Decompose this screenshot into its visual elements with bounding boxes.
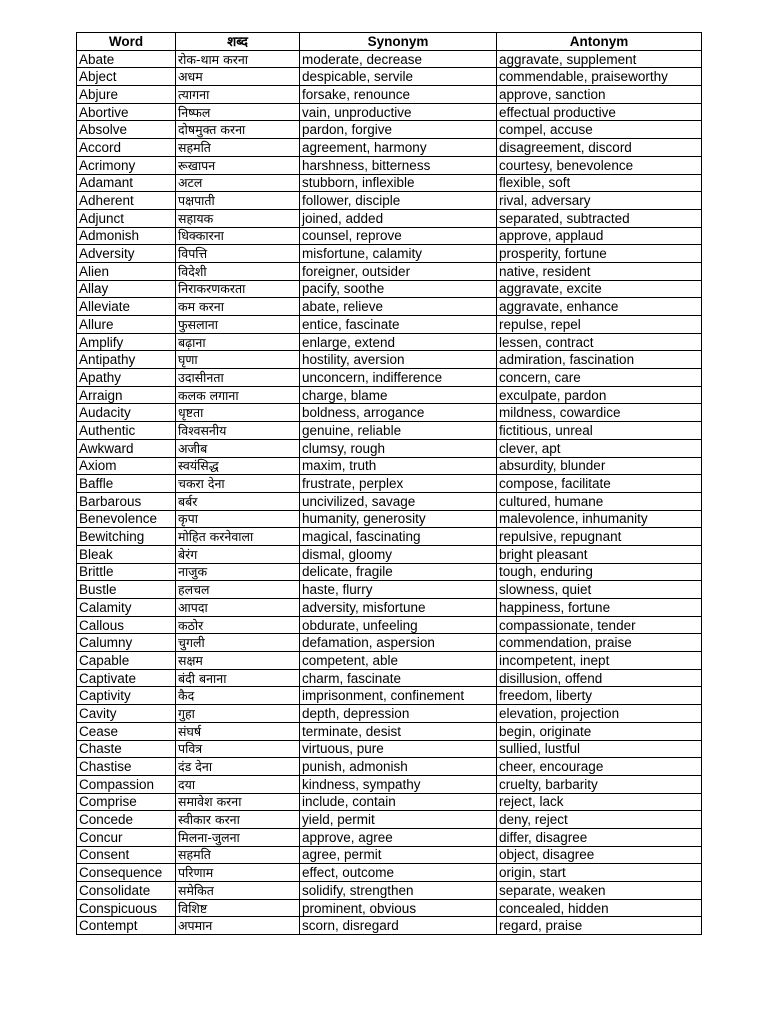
cell-synonym: obdurate, unfeeling xyxy=(300,616,497,634)
cell-synonym: foreigner, outsider xyxy=(300,262,497,280)
cell-word: Contempt xyxy=(77,917,176,935)
table-row xyxy=(77,705,702,723)
table-row xyxy=(77,227,702,245)
cell-hindi: विशिष्ट xyxy=(176,899,300,917)
cell-hindi: धिक्कारना xyxy=(176,227,300,245)
cell-synonym: prominent, obvious xyxy=(300,899,497,917)
cell-synonym: include, contain xyxy=(300,793,497,811)
table-row xyxy=(77,722,702,740)
table-row xyxy=(77,298,702,316)
cell-word: Comprise xyxy=(77,793,176,811)
cell-word: Consent xyxy=(77,846,176,864)
cell-synonym: depth, depression xyxy=(300,705,497,723)
cell-antonym: slowness, quiet xyxy=(497,581,702,599)
table-row xyxy=(77,457,702,475)
cell-antonym: effectual productive xyxy=(497,103,702,121)
cell-antonym: malevolence, inhumanity xyxy=(497,510,702,528)
cell-synonym: humanity, generosity xyxy=(300,510,497,528)
cell-synonym: harshness, bitterness xyxy=(300,156,497,174)
cell-hindi: विश्वसनीय xyxy=(176,422,300,440)
cell-antonym: repulsive, repugnant xyxy=(497,528,702,546)
cell-antonym: deny, reject xyxy=(497,811,702,829)
table-row xyxy=(77,422,702,440)
table-row xyxy=(77,669,702,687)
header-antonym: Antonym xyxy=(497,33,702,51)
cell-word: Callous xyxy=(77,616,176,634)
cell-antonym: absurdity, blunder xyxy=(497,457,702,475)
cell-word: Cease xyxy=(77,722,176,740)
table-row xyxy=(77,581,702,599)
cell-hindi: अजीब xyxy=(176,439,300,457)
cell-word: Concede xyxy=(77,811,176,829)
cell-antonym: cheer, encourage xyxy=(497,758,702,776)
cell-antonym: begin, originate xyxy=(497,722,702,740)
table-row xyxy=(77,439,702,457)
cell-word: Allure xyxy=(77,316,176,334)
cell-antonym: compose, facilitate xyxy=(497,475,702,493)
cell-antonym: clever, apt xyxy=(497,439,702,457)
cell-antonym: lessen, contract xyxy=(497,333,702,351)
cell-antonym: concealed, hidden xyxy=(497,899,702,917)
cell-synonym: punish, admonish xyxy=(300,758,497,776)
table-row xyxy=(77,369,702,387)
cell-antonym: fictitious, unreal xyxy=(497,422,702,440)
cell-hindi: बेरंग xyxy=(176,545,300,563)
cell-hindi: अटल xyxy=(176,174,300,192)
cell-hindi: बर्बर xyxy=(176,492,300,510)
cell-hindi: सक्षम xyxy=(176,652,300,670)
table-row xyxy=(77,793,702,811)
cell-synonym: vain, unproductive xyxy=(300,103,497,121)
table-row xyxy=(77,599,702,617)
cell-synonym: virtuous, pure xyxy=(300,740,497,758)
cell-hindi: पवित्र xyxy=(176,740,300,758)
cell-word: Alleviate xyxy=(77,298,176,316)
cell-antonym: tough, enduring xyxy=(497,563,702,581)
cell-synonym: pardon, forgive xyxy=(300,121,497,139)
cell-word: Consequence xyxy=(77,864,176,882)
cell-hindi: मोहित करनेवाला xyxy=(176,528,300,546)
cell-antonym: aggravate, excite xyxy=(497,280,702,298)
cell-hindi: रूखापन xyxy=(176,156,300,174)
cell-word: Conspicuous xyxy=(77,899,176,917)
cell-antonym: admiration, fascination xyxy=(497,351,702,369)
cell-hindi: रोक-थाम करना xyxy=(176,50,300,68)
cell-antonym: concern, care xyxy=(497,369,702,387)
cell-word: Bustle xyxy=(77,581,176,599)
cell-hindi: उदासीनता xyxy=(176,369,300,387)
cell-synonym: joined, added xyxy=(300,209,497,227)
cell-synonym: unconcern, indifference xyxy=(300,369,497,387)
cell-word: Arraign xyxy=(77,386,176,404)
cell-word: Barbarous xyxy=(77,492,176,510)
cell-hindi: दोषमुक्त करना xyxy=(176,121,300,139)
table-row xyxy=(77,882,702,900)
cell-hindi: निराकरणकरता xyxy=(176,280,300,298)
header-word: Word xyxy=(77,33,176,51)
table-row xyxy=(77,528,702,546)
cell-word: Captivity xyxy=(77,687,176,705)
cell-synonym: haste, flurry xyxy=(300,581,497,599)
table-row xyxy=(77,262,702,280)
cell-hindi: मिलना-जुलना xyxy=(176,828,300,846)
cell-synonym: hostility, aversion xyxy=(300,351,497,369)
table-row xyxy=(77,563,702,581)
cell-synonym: charge, blame xyxy=(300,386,497,404)
cell-word: Awkward xyxy=(77,439,176,457)
cell-hindi: स्वयंसिद्ध xyxy=(176,457,300,475)
cell-antonym: approve, sanction xyxy=(497,86,702,104)
cell-hindi: फुसलाना xyxy=(176,316,300,334)
table-header-row xyxy=(77,33,702,51)
table-row xyxy=(77,139,702,157)
cell-hindi: नाजुक xyxy=(176,563,300,581)
cell-word: Calamity xyxy=(77,599,176,617)
cell-hindi: घृणा xyxy=(176,351,300,369)
cell-word: Adamant xyxy=(77,174,176,192)
table-row xyxy=(77,245,702,263)
cell-synonym: despicable, servile xyxy=(300,68,497,86)
cell-hindi: चुगली xyxy=(176,634,300,652)
cell-word: Adjunct xyxy=(77,209,176,227)
table-row xyxy=(77,917,702,935)
cell-antonym: disillusion, offend xyxy=(497,669,702,687)
cell-antonym: cruelty, barbarity xyxy=(497,775,702,793)
cell-hindi: कठोर xyxy=(176,616,300,634)
cell-word: Antipathy xyxy=(77,351,176,369)
cell-antonym: commendable, praiseworthy xyxy=(497,68,702,86)
cell-word: Cavity xyxy=(77,705,176,723)
cell-hindi: निष्फल xyxy=(176,103,300,121)
cell-hindi: दंड देना xyxy=(176,758,300,776)
table-row xyxy=(77,50,702,68)
cell-synonym: moderate, decrease xyxy=(300,50,497,68)
cell-word: Benevolence xyxy=(77,510,176,528)
cell-antonym: flexible, soft xyxy=(497,174,702,192)
cell-hindi: समावेश करना xyxy=(176,793,300,811)
cell-antonym: compassionate, tender xyxy=(497,616,702,634)
cell-hindi: विपत्ति xyxy=(176,245,300,263)
cell-synonym: approve, agree xyxy=(300,828,497,846)
cell-word: Apathy xyxy=(77,369,176,387)
cell-hindi: बढ़ाना xyxy=(176,333,300,351)
cell-synonym: adversity, misfortune xyxy=(300,599,497,617)
cell-antonym: compel, accuse xyxy=(497,121,702,139)
cell-antonym: separate, weaken xyxy=(497,882,702,900)
cell-word: Abortive xyxy=(77,103,176,121)
cell-synonym: yield, permit xyxy=(300,811,497,829)
cell-synonym: misfortune, calamity xyxy=(300,245,497,263)
cell-antonym: mildness, cowardice xyxy=(497,404,702,422)
cell-hindi: सहायक xyxy=(176,209,300,227)
cell-hindi: त्यागना xyxy=(176,86,300,104)
cell-synonym: magical, fascinating xyxy=(300,528,497,546)
cell-synonym: imprisonment, confinement xyxy=(300,687,497,705)
table-row xyxy=(77,351,702,369)
cell-antonym: separated, subtracted xyxy=(497,209,702,227)
cell-synonym: dismal, gloomy xyxy=(300,545,497,563)
cell-synonym: defamation, aspersion xyxy=(300,634,497,652)
cell-antonym: reject, lack xyxy=(497,793,702,811)
cell-hindi: बंदी बनाना xyxy=(176,669,300,687)
cell-synonym: maxim, truth xyxy=(300,457,497,475)
cell-synonym: genuine, reliable xyxy=(300,422,497,440)
cell-word: Amplify xyxy=(77,333,176,351)
cell-antonym: courtesy, benevolence xyxy=(497,156,702,174)
cell-synonym: clumsy, rough xyxy=(300,439,497,457)
cell-antonym: cultured, humane xyxy=(497,492,702,510)
cell-word: Accord xyxy=(77,139,176,157)
cell-hindi: हलचल xyxy=(176,581,300,599)
table-row xyxy=(77,510,702,528)
cell-synonym: boldness, arrogance xyxy=(300,404,497,422)
table-row xyxy=(77,758,702,776)
cell-antonym: native, resident xyxy=(497,262,702,280)
table-row xyxy=(77,316,702,334)
cell-word: Audacity xyxy=(77,404,176,422)
cell-synonym: uncivilized, savage xyxy=(300,492,497,510)
table-row xyxy=(77,404,702,422)
cell-antonym: commendation, praise xyxy=(497,634,702,652)
cell-hindi: सहमति xyxy=(176,846,300,864)
cell-hindi: धृष्टता xyxy=(176,404,300,422)
cell-antonym: repulse, repel xyxy=(497,316,702,334)
cell-synonym: stubborn, inflexible xyxy=(300,174,497,192)
table-row xyxy=(77,86,702,104)
cell-antonym: origin, start xyxy=(497,864,702,882)
cell-antonym: elevation, projection xyxy=(497,705,702,723)
cell-word: Chaste xyxy=(77,740,176,758)
cell-word: Acrimony xyxy=(77,156,176,174)
cell-antonym: incompetent, inept xyxy=(497,652,702,670)
table-row xyxy=(77,492,702,510)
vocabulary-table xyxy=(76,32,702,935)
cell-hindi: कृपा xyxy=(176,510,300,528)
cell-hindi: अपमान xyxy=(176,917,300,935)
cell-antonym: disagreement, discord xyxy=(497,139,702,157)
cell-synonym: abate, relieve xyxy=(300,298,497,316)
cell-hindi: समेकित xyxy=(176,882,300,900)
table-row xyxy=(77,828,702,846)
cell-hindi: विदेशी xyxy=(176,262,300,280)
cell-antonym: differ, disagree xyxy=(497,828,702,846)
cell-synonym: agree, permit xyxy=(300,846,497,864)
table-row xyxy=(77,386,702,404)
cell-synonym: counsel, reprove xyxy=(300,227,497,245)
cell-word: Bewitching xyxy=(77,528,176,546)
cell-hindi: संघर्ष xyxy=(176,722,300,740)
cell-word: Consolidate xyxy=(77,882,176,900)
cell-synonym: enlarge, extend xyxy=(300,333,497,351)
cell-synonym: scorn, disregard xyxy=(300,917,497,935)
cell-word: Authentic xyxy=(77,422,176,440)
cell-hindi: स्वीकार करना xyxy=(176,811,300,829)
cell-word: Admonish xyxy=(77,227,176,245)
table-row xyxy=(77,68,702,86)
cell-word: Alien xyxy=(77,262,176,280)
table-row xyxy=(77,475,702,493)
cell-synonym: kindness, sympathy xyxy=(300,775,497,793)
cell-antonym: rival, adversary xyxy=(497,192,702,210)
table-row xyxy=(77,280,702,298)
cell-hindi: चकरा देना xyxy=(176,475,300,493)
cell-synonym: frustrate, perplex xyxy=(300,475,497,493)
cell-word: Adherent xyxy=(77,192,176,210)
table-row xyxy=(77,687,702,705)
cell-antonym: aggravate, enhance xyxy=(497,298,702,316)
cell-word: Abate xyxy=(77,50,176,68)
cell-antonym: happiness, fortune xyxy=(497,599,702,617)
cell-hindi: पक्षपाती xyxy=(176,192,300,210)
cell-word: Calumny xyxy=(77,634,176,652)
cell-hindi: दया xyxy=(176,775,300,793)
cell-synonym: follower, disciple xyxy=(300,192,497,210)
cell-synonym: delicate, fragile xyxy=(300,563,497,581)
cell-hindi: सहमति xyxy=(176,139,300,157)
table-row xyxy=(77,192,702,210)
table-row xyxy=(77,209,702,227)
table-row xyxy=(77,846,702,864)
cell-synonym: entice, fascinate xyxy=(300,316,497,334)
cell-word: Concur xyxy=(77,828,176,846)
cell-hindi: गुहा xyxy=(176,705,300,723)
cell-antonym: bright pleasant xyxy=(497,545,702,563)
table-row xyxy=(77,811,702,829)
table-row xyxy=(77,775,702,793)
cell-word: Baffle xyxy=(77,475,176,493)
cell-synonym: forsake, renounce xyxy=(300,86,497,104)
header-hindi: शब्द xyxy=(176,33,300,51)
cell-hindi: कम करना xyxy=(176,298,300,316)
table-row xyxy=(77,156,702,174)
cell-word: Abject xyxy=(77,68,176,86)
cell-word: Axiom xyxy=(77,457,176,475)
table-row xyxy=(77,652,702,670)
cell-word: Allay xyxy=(77,280,176,298)
cell-word: Capable xyxy=(77,652,176,670)
cell-hindi: परिणाम xyxy=(176,864,300,882)
cell-antonym: prosperity, fortune xyxy=(497,245,702,263)
cell-antonym: sullied, lustful xyxy=(497,740,702,758)
cell-antonym: object, disagree xyxy=(497,846,702,864)
cell-word: Absolve xyxy=(77,121,176,139)
cell-hindi: आपदा xyxy=(176,599,300,617)
cell-antonym: approve, applaud xyxy=(497,227,702,245)
cell-antonym: freedom, liberty xyxy=(497,687,702,705)
cell-hindi: अधम xyxy=(176,68,300,86)
table-row xyxy=(77,333,702,351)
cell-synonym: pacify, soothe xyxy=(300,280,497,298)
table-row xyxy=(77,545,702,563)
cell-antonym: exculpate, pardon xyxy=(497,386,702,404)
cell-word: Bleak xyxy=(77,545,176,563)
cell-hindi: कलक लगाना xyxy=(176,386,300,404)
cell-word: Brittle xyxy=(77,563,176,581)
cell-word: Abjure xyxy=(77,86,176,104)
cell-synonym: agreement, harmony xyxy=(300,139,497,157)
cell-synonym: terminate, desist xyxy=(300,722,497,740)
table-row xyxy=(77,899,702,917)
cell-synonym: competent, able xyxy=(300,652,497,670)
table-row xyxy=(77,616,702,634)
header-synonym: Synonym xyxy=(300,33,497,51)
cell-word: Chastise xyxy=(77,758,176,776)
table-row xyxy=(77,864,702,882)
table-row xyxy=(77,121,702,139)
cell-word: Compassion xyxy=(77,775,176,793)
cell-word: Adversity xyxy=(77,245,176,263)
table-row xyxy=(77,740,702,758)
cell-synonym: effect, outcome xyxy=(300,864,497,882)
cell-antonym: regard, praise xyxy=(497,917,702,935)
cell-hindi: कैद xyxy=(176,687,300,705)
cell-synonym: solidify, strengthen xyxy=(300,882,497,900)
table-row xyxy=(77,103,702,121)
table-row xyxy=(77,174,702,192)
table-body xyxy=(77,50,702,934)
table-row xyxy=(77,634,702,652)
cell-word: Captivate xyxy=(77,669,176,687)
cell-synonym: charm, fascinate xyxy=(300,669,497,687)
cell-antonym: aggravate, supplement xyxy=(497,50,702,68)
